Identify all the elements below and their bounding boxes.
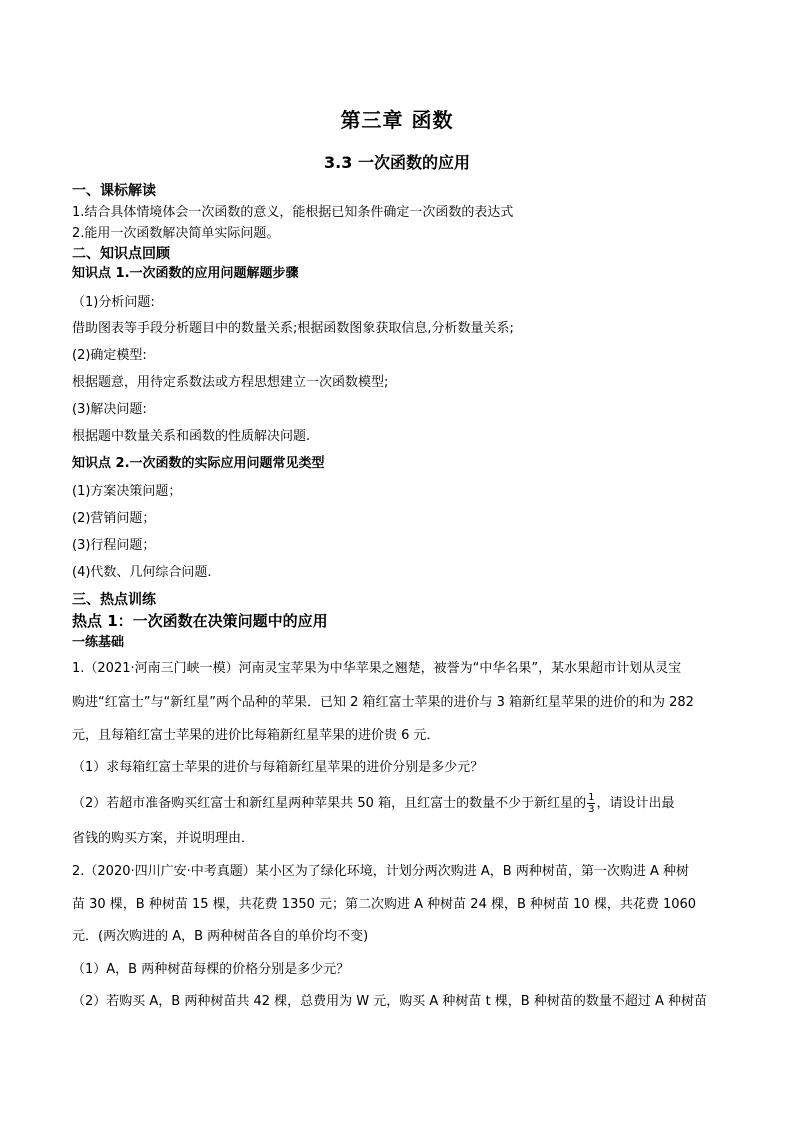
kp1-line-2: 借助图表等手段分析题目中的数量关系;根据函数图象获取信息,分析数量关系; bbox=[72, 321, 514, 336]
kp2-line-2: (2)营销问题； bbox=[72, 511, 156, 526]
kp2-heading: 知识点 2.一次函数的实际应用问题常见类型 bbox=[72, 456, 325, 471]
section-title: 3.3 一次函数的应用 bbox=[324, 153, 470, 172]
q1-sub-1: （1）求每箱红富士苹果的进价与每箱新红星苹果的进价分别是多少元？ bbox=[72, 760, 484, 775]
q1-sub-2-line-2: 省钱的购买方案，并说明理由． bbox=[72, 831, 255, 846]
fraction-one-third bbox=[587, 792, 595, 815]
kp1-line-6: 根据题中数量关系和函数的性质解决问题. bbox=[72, 429, 311, 444]
kp1-heading: 知识点 1.一次函数的应用问题解题步骤 bbox=[72, 266, 299, 281]
q1-sub-2-before: （2）若超市准备购买红富士和新红星两种苹果共 50 箱，且红富士的数量不少于新红星的 bbox=[72, 796, 587, 811]
q2-line-2: 苗 30 棵，B 种树苗 15 棵，共花费 1350 元；第二次购进 A 种树苗 24 棵，B 种树苗 10 棵，共花费 1060 bbox=[72, 897, 697, 912]
kp1-line-4: 根据题意，用待定系数法或方程思想建立一次函数模型; bbox=[72, 375, 389, 390]
fraction-denominator: 3 bbox=[588, 804, 595, 815]
part2-heading: 二、知识点回顾 bbox=[72, 246, 170, 262]
q1-line-3: 元，且每箱红富士苹果的进价比每箱新红星苹果的进价贵 6 元． bbox=[72, 728, 440, 743]
part1-heading: 一、课标解读 bbox=[72, 183, 156, 199]
part3-heading: 三、热点训练 bbox=[72, 592, 156, 608]
part1-item-2: 2.能用一次函数解决简单实际问题。 bbox=[72, 226, 280, 241]
q1-sub-2-after: ，请设计出最 bbox=[596, 796, 675, 811]
q1-line-1: 1.（2021·河南三门峡一模）河南灵宝苹果为中华苹果之翘楚，被誉为“中华名果”，某水果超市计划从灵宝 bbox=[72, 661, 682, 676]
kp2-line-4: (4)代数、几何综合问题. bbox=[72, 565, 212, 580]
chapter-title: 第三章 函数 bbox=[340, 108, 454, 132]
q2-sub-2: （2）若购买 A，B 两种树苗共 42 棵，总费用为 W 元，购买 A 种树苗 t 棵，B 种树苗的数量不超过 A 种树苗 bbox=[72, 994, 708, 1009]
practice-subheading: 一练基础 bbox=[72, 635, 125, 650]
q2-sub-1: （1）A，B 两种树苗每棵的价格分别是多少元？ bbox=[72, 962, 350, 977]
kp2-line-3: (3)行程问题； bbox=[72, 538, 156, 553]
kp1-line-3: (2)确定模型: bbox=[72, 348, 147, 363]
fraction-numerator: 1 bbox=[588, 792, 595, 803]
kp1-line-1: （1)分析问题: bbox=[72, 295, 155, 310]
q1-line-2: 购进“红富士”与“新红星”两个品种的苹果．已知 2 箱红富士苹果的进价与 3 箱新红星苹果的进价的和为 282 bbox=[72, 695, 694, 710]
hot1-heading: 热点 1：一次函数在决策问题中的应用 bbox=[72, 612, 328, 630]
kp2-line-1: (1)方案决策问题； bbox=[72, 484, 182, 499]
q2-line-1: 2.（2020·四川广安·中考真题）某小区为了绿化环境，计划分两次购进 A，B 两种树苗，第一次购进 A 种树 bbox=[72, 864, 689, 879]
q1-sub-2 bbox=[72, 792, 674, 815]
part1-item-1: 1.结合具体情境体会一次函数的意义，能根据已知条件确定一次函数的表达式 bbox=[72, 205, 514, 220]
q2-line-3: 元．(两次购进的 A，B 两种树苗各自的单价均不变) bbox=[72, 929, 369, 944]
kp1-line-5: (3)解决问题: bbox=[72, 402, 147, 417]
